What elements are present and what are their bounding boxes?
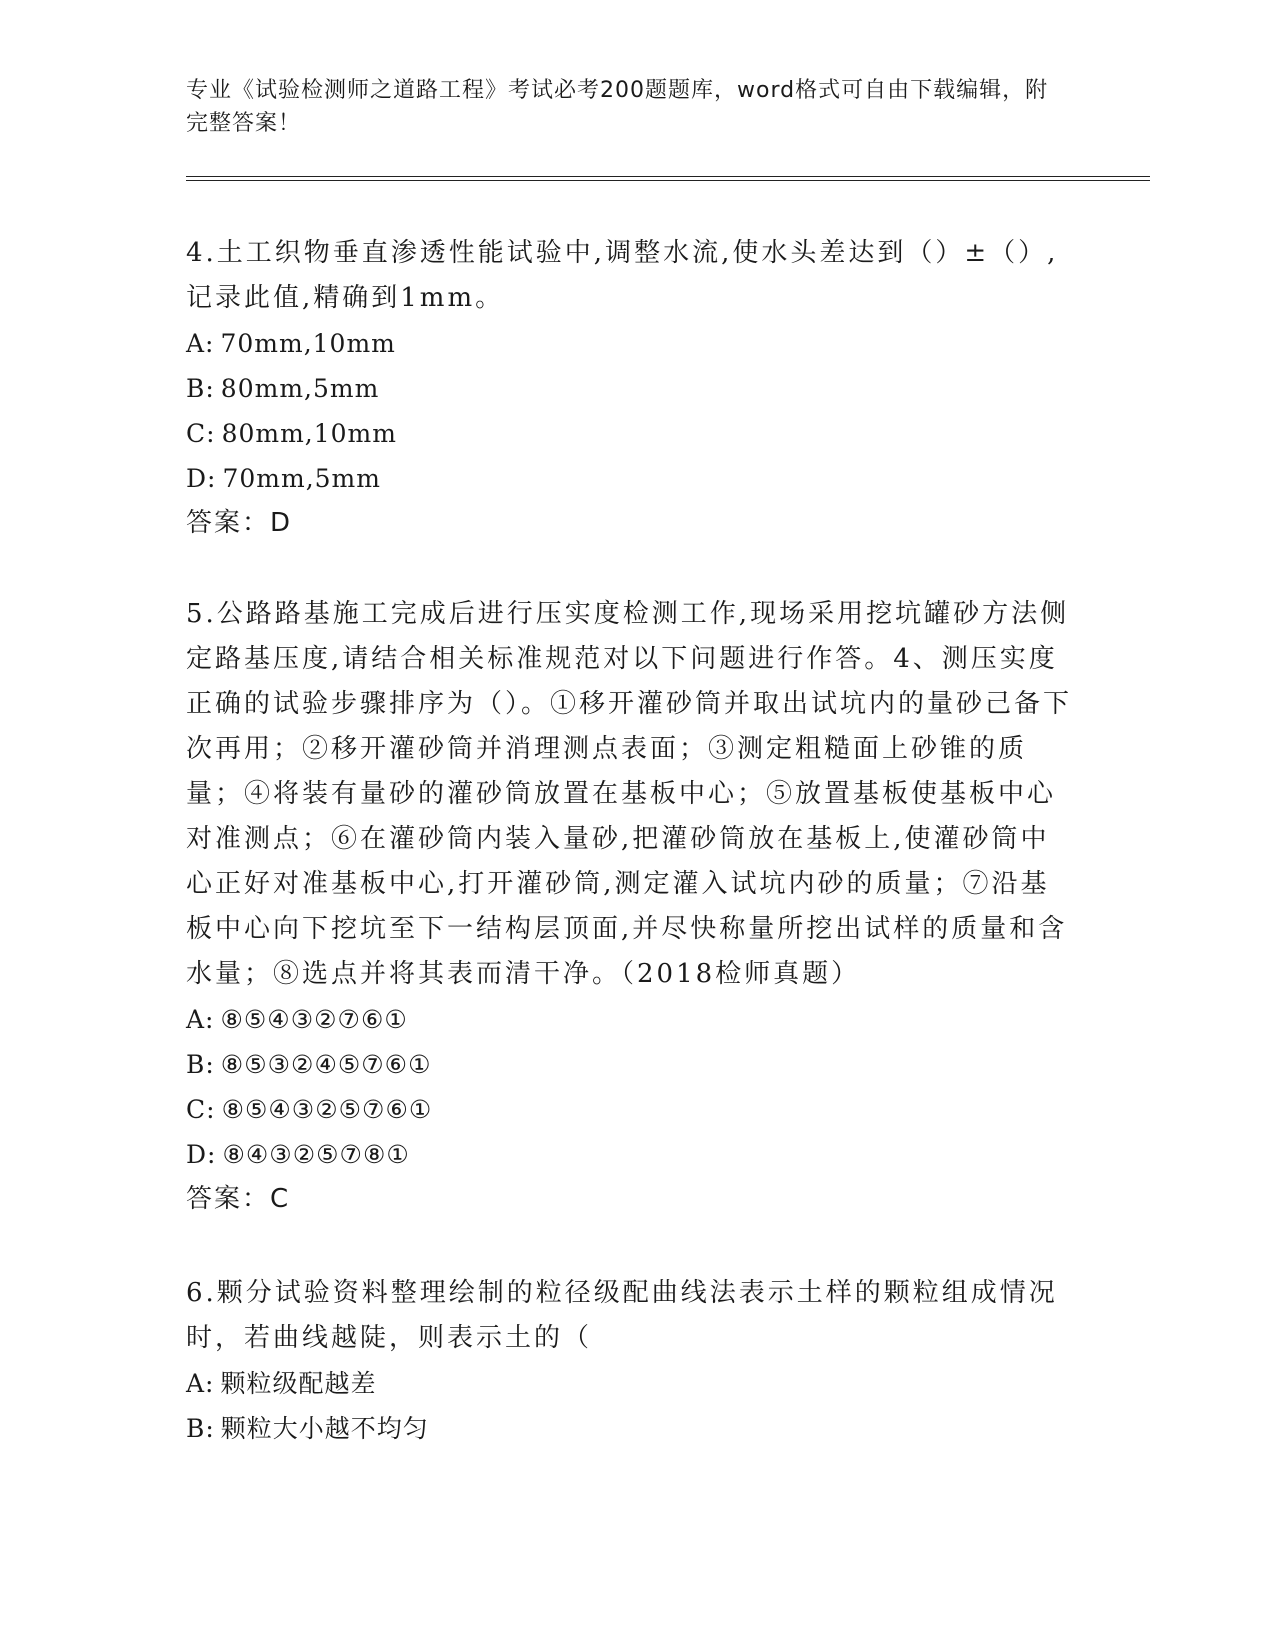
question-stem: 4.土工织物垂直渗透性能试验中,调整水流,使水头差达到（）±（）,记录此值,精确到1mm。 bbox=[186, 238, 1059, 313]
option-key: A: bbox=[186, 1369, 215, 1398]
option-key: C: bbox=[186, 1095, 216, 1124]
option-text: ⑧④③②⑤⑦⑧① bbox=[222, 1140, 410, 1169]
option-key: A: bbox=[186, 1005, 215, 1034]
option-key: C: bbox=[186, 419, 216, 448]
option-c bbox=[186, 411, 1076, 456]
option-d bbox=[186, 1132, 1076, 1177]
option-b bbox=[186, 1406, 1076, 1451]
option-text: 80mm,10mm bbox=[221, 419, 397, 448]
option-text: 颗粒级配越差 bbox=[220, 1369, 377, 1398]
option-text: ⑧⑤④③②⑦⑥① bbox=[220, 1005, 408, 1034]
question-stem: 6.颗分试验资料整理绘制的粒径级配曲线法表示土样的颗粒组成情况时，若曲线越陡，则表示土的（ bbox=[186, 1278, 1058, 1353]
option-key: D: bbox=[186, 464, 217, 493]
option-c bbox=[186, 1087, 1076, 1132]
option-text: ⑧⑤④③②⑤⑦⑥① bbox=[221, 1095, 433, 1124]
question-stem: 5.公路路基施工完成后进行压实度检测工作,现场采用挖坑罐砂方法侧定路基压度,请结合相关标准规范对以下问题进行作答。4、测压实度正确的试验步骤排序为（）。①移开灌砂筒并取出试坑内的量砂己备下次再用；②移开灌砂筒并消理测点表面；③测定粗糙面上砂锥的质量；④将装有量砂的灌砂筒放置在基板中心；⑤放置基板使基板中心对准测点；⑥在灌砂筒内装入量砂,把灌砂筒放在基板上,使灌砂筒中心正好对准基板中心,打开灌砂筒,测定灌入试坑内砂的质量；⑦沿基板中心向下挖坑至下一结构层顶面,并尽快称量所挖出试样的质量和含水量；⑧选点并将其表而清干净。（2018检师真题） bbox=[186, 599, 1073, 989]
option-a bbox=[186, 321, 1076, 366]
option-d bbox=[186, 456, 1076, 501]
option-key: D: bbox=[186, 1140, 217, 1169]
option-key: B: bbox=[186, 374, 215, 403]
header-double-rule bbox=[186, 176, 1150, 181]
option-text: 颗粒大小越不均匀 bbox=[220, 1414, 429, 1443]
option-key: B: bbox=[186, 1414, 215, 1443]
option-text: 70mm,10mm bbox=[220, 329, 396, 358]
option-a bbox=[186, 997, 1076, 1042]
question-4 bbox=[186, 231, 1076, 546]
question-5 bbox=[186, 592, 1076, 1222]
document-header: 专业《试验检测师之道路工程》考试必考200题题库，word格式可自由下载编辑，附完整答案！ bbox=[186, 78, 1049, 136]
option-b bbox=[186, 366, 1076, 411]
option-key: B: bbox=[186, 1050, 215, 1079]
answer-line: 答案：D bbox=[186, 508, 293, 538]
option-key: A: bbox=[186, 329, 215, 358]
option-b bbox=[186, 1042, 1076, 1087]
option-text: ⑧⑤③②④⑤⑦⑥① bbox=[220, 1050, 432, 1079]
question-6 bbox=[186, 1271, 1076, 1451]
option-a bbox=[186, 1361, 1076, 1406]
option-text: 70mm,5mm bbox=[222, 464, 381, 493]
answer-line: 答案：C bbox=[186, 1184, 291, 1214]
option-text: 80mm,5mm bbox=[220, 374, 380, 403]
